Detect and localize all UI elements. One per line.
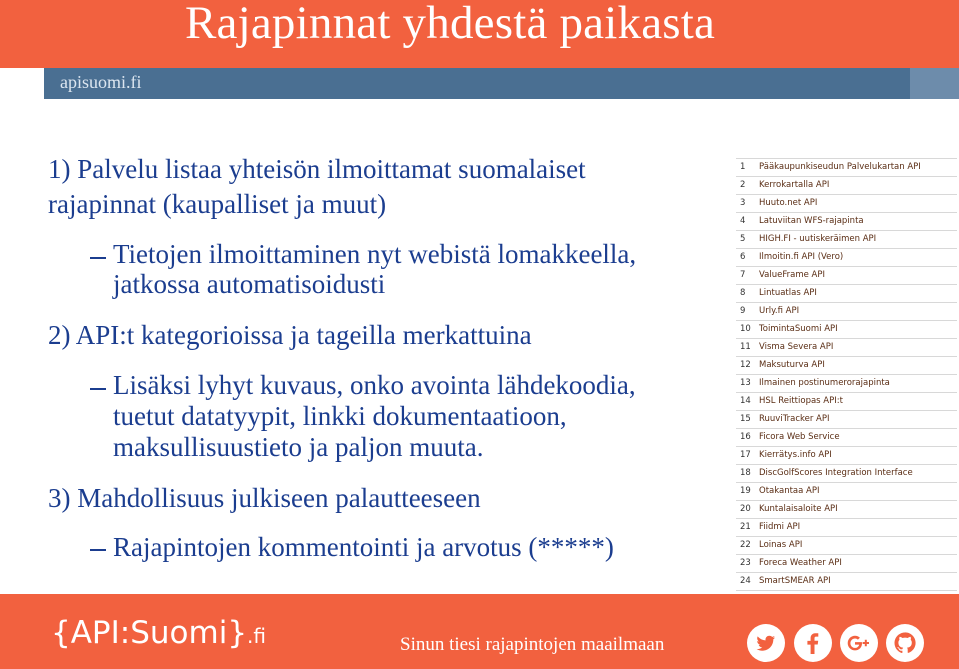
site-bar-edge: [910, 68, 959, 99]
top-banner: [0, 0, 959, 68]
api-row-name[interactable]: Latuviitan WFS-rajapinta: [759, 216, 864, 226]
api-list-row[interactable]: [736, 177, 957, 195]
footer-bar: [0, 594, 959, 669]
api-row-number: 9: [740, 306, 746, 316]
site-url[interactable]: apisuomi.fi: [60, 72, 142, 92]
api-row-name[interactable]: Huuto.net API: [759, 198, 818, 208]
api-row-name[interactable]: Ilmainen postinumerorajapinta: [759, 378, 890, 388]
api-list-row[interactable]: [736, 411, 957, 429]
api-row-name[interactable]: ToimintaSuomi API: [759, 324, 838, 334]
api-list-row[interactable]: [736, 555, 957, 573]
api-row-number: 11: [740, 342, 751, 352]
api-row-name[interactable]: ValueFrame API: [759, 270, 825, 280]
tagline: Sinun tiesi rajapintojen maailmaan: [400, 634, 665, 655]
api-row-name[interactable]: Lintuatlas API: [759, 288, 817, 298]
api-row-number: 19: [740, 486, 751, 496]
api-row-number: 13: [740, 378, 751, 388]
api-list-row[interactable]: [736, 483, 957, 501]
facebook-icon[interactable]: [794, 624, 832, 662]
api-list-table: [736, 158, 957, 609]
logo-tld: .fi: [247, 624, 267, 648]
api-list-row[interactable]: [736, 501, 957, 519]
api-row-name[interactable]: HIGH.FI - uutiskeräimen API: [759, 234, 877, 244]
api-row-name[interactable]: Loinas API: [759, 540, 803, 550]
site-bar: [44, 68, 910, 99]
api-row-number: 7: [740, 270, 746, 280]
api-row-name[interactable]: Pääkaupunkiseudun Palvelukartan API: [759, 162, 921, 172]
point-3: 3) Mahdollisuus julkiseen palautteeseen: [48, 483, 481, 513]
point-1-sub-line-1: Tietojen ilmoittaminen nyt webistä lomakkeella,: [113, 239, 637, 269]
api-row-name[interactable]: Kuntalaisaloite API: [759, 504, 838, 514]
api-row-number: 2: [740, 180, 746, 190]
point-1-line-2: rajapinnat (kaupalliset ja muut): [48, 189, 387, 219]
api-row-number: 21: [740, 522, 751, 532]
api-list-row[interactable]: [736, 519, 957, 537]
twitter-icon[interactable]: [747, 624, 785, 662]
api-row-name[interactable]: Kierrätys.info API: [759, 450, 832, 460]
api-list-row[interactable]: [736, 339, 957, 357]
slide-title: Rajapinnat yhdestä paikasta: [185, 0, 716, 49]
api-row-name[interactable]: Foreca Weather API: [759, 558, 842, 568]
api-row-name[interactable]: HSL Reittiopas API:t: [759, 396, 843, 406]
api-list-row[interactable]: [736, 285, 957, 303]
api-row-name[interactable]: Kerrokartalla API: [759, 180, 830, 190]
bullet-dash: [90, 388, 106, 390]
api-row-number: 18: [740, 468, 751, 478]
api-list-row[interactable]: [736, 195, 957, 213]
api-row-number: 10: [740, 324, 751, 334]
api-row-number: 16: [740, 432, 751, 442]
api-list-row[interactable]: [736, 573, 957, 591]
api-list-row[interactable]: [736, 249, 957, 267]
api-list-row[interactable]: [736, 213, 957, 231]
point-1-line-1: 1) Palvelu listaa yhteisön ilmoittamat suomalaiset: [48, 154, 586, 184]
point-2-sub-line-1: Lisäksi lyhyt kuvaus, onko avointa lähdekoodia,: [113, 370, 636, 400]
api-row-name[interactable]: Otakantaa API: [759, 486, 820, 496]
api-list-row[interactable]: [736, 447, 957, 465]
api-list-row[interactable]: [736, 158, 957, 177]
bullet-dash: [90, 257, 106, 259]
api-list-row[interactable]: [736, 231, 957, 249]
api-row-number: 1: [740, 162, 746, 172]
api-row-number: 15: [740, 414, 751, 424]
api-row-number: 22: [740, 540, 751, 550]
api-list-row[interactable]: [736, 393, 957, 411]
api-list-row[interactable]: [736, 375, 957, 393]
api-row-number: 8: [740, 288, 746, 298]
point-2: 2) API:t kategorioissa ja tageilla merkattuina: [48, 320, 532, 350]
api-list-row[interactable]: [736, 357, 957, 375]
api-row-name[interactable]: Visma Severa API: [759, 342, 834, 352]
api-row-number: 6: [740, 252, 746, 262]
api-list-row[interactable]: [736, 537, 957, 555]
bullet-dash: [90, 549, 106, 551]
point-2-sub-line-3: maksullisuustieto ja paljon muuta.: [113, 432, 484, 462]
api-row-number: 14: [740, 396, 751, 406]
api-row-number: 5: [740, 234, 746, 244]
api-suomi-logo[interactable]: [51, 615, 266, 651]
point-3-sub: Rajapintojen kommentointi ja arvotus (*****): [113, 532, 614, 562]
api-row-name[interactable]: Maksuturva API: [759, 360, 825, 370]
api-row-name[interactable]: SmartSMEAR API: [759, 576, 831, 586]
api-row-number: 23: [740, 558, 751, 568]
api-row-number: 20: [740, 504, 751, 514]
api-list-row[interactable]: [736, 465, 957, 483]
api-row-number: 17: [740, 450, 751, 460]
google-plus-icon[interactable]: [840, 624, 878, 662]
api-row-number: 24: [740, 576, 751, 586]
api-row-name[interactable]: Urly.fi API: [759, 306, 800, 316]
point-1-sub-line-2: jatkossa automatisoidusti: [113, 269, 386, 299]
api-row-number: 12: [740, 360, 751, 370]
api-list-row[interactable]: [736, 303, 957, 321]
api-list-row[interactable]: [736, 321, 957, 339]
api-row-name[interactable]: Ficora Web Service: [759, 432, 840, 442]
api-row-name[interactable]: DiscGolfScores Integration Interface: [759, 468, 913, 478]
api-row-name[interactable]: Fiidmi API: [759, 522, 801, 532]
point-2-sub-line-2: tuetut datatyypit, linkki dokumentaatioon,: [113, 401, 567, 431]
api-list-row[interactable]: [736, 429, 957, 447]
api-row-name[interactable]: RuuviTracker API: [759, 414, 830, 424]
api-row-number: 3: [740, 198, 746, 208]
api-row-number: 4: [740, 216, 746, 226]
api-list-row[interactable]: [736, 267, 957, 285]
api-row-name[interactable]: Ilmoitin.fi API (Vero): [759, 252, 844, 262]
logo-text: {API:Suomi}: [51, 615, 248, 651]
github-icon[interactable]: [886, 624, 924, 662]
